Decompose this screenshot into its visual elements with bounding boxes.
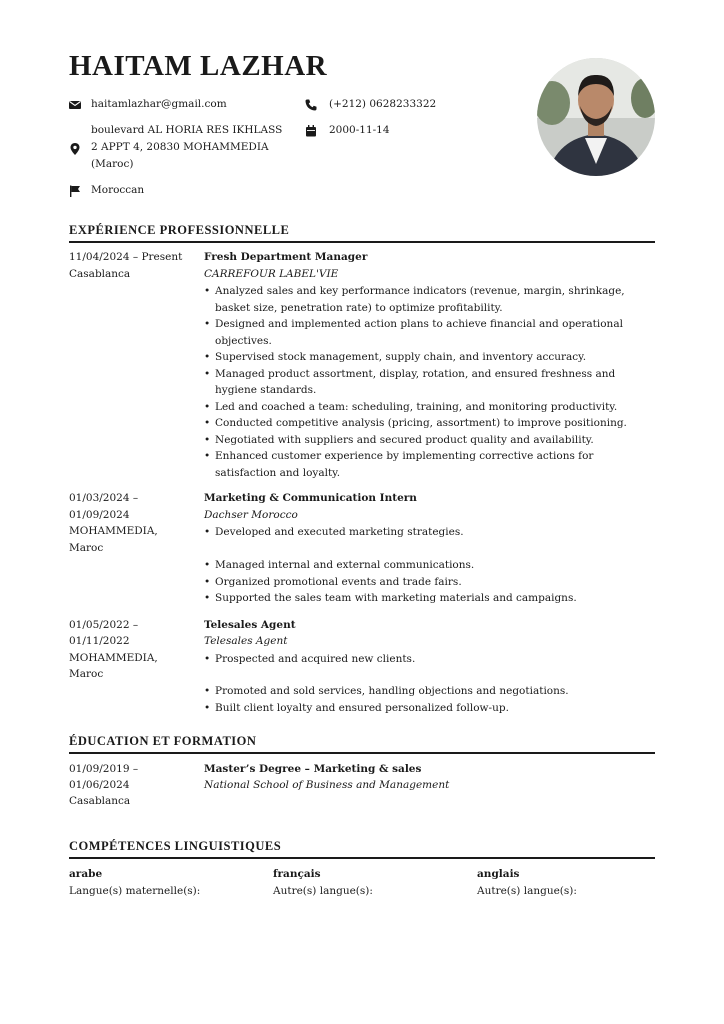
language-3-level: Autre(s) langue(s):: [477, 885, 577, 897]
birthdate-text: 2000-11-14: [329, 124, 390, 136]
email-text: haitamlazhar@gmail.com: [91, 98, 227, 110]
list-item: • Led and coached a team: scheduling, training, and monitoring productivity.: [204, 399, 656, 416]
job-3-dates-end: 01/11/2022: [69, 635, 130, 647]
job-3-position: Telesales Agent: [204, 619, 296, 631]
nationality-text: Moroccan: [91, 184, 145, 196]
job-1-position: Fresh Department Manager: [204, 251, 368, 263]
list-item: • Developed and executed marketing strategies.: [204, 524, 656, 541]
job-2-place-city: MOHAMMEDIA,: [69, 525, 158, 537]
map-pin-icon: [68, 142, 82, 156]
job-1-dates: 11/04/2024 – Present: [69, 251, 183, 263]
flag-icon: [68, 184, 82, 198]
job-3-bullets-a: [204, 651, 656, 668]
experience-section-title: EXPÉRIENCE PROFESSIONNELLE: [69, 223, 290, 237]
address-line-1: boulevard AL HORIA RES IKHLASS: [91, 124, 283, 136]
language-3-name: anglais: [477, 868, 520, 880]
job-2-bullets-a: [204, 524, 656, 541]
language-1-name: arabe: [69, 868, 103, 880]
job-3-bullets-b: [204, 683, 656, 716]
list-item: • Supported the sales team with marketing materials and campaigns.: [204, 590, 656, 607]
job-3-place-country: Maroc: [69, 668, 104, 680]
job-1-place: Casablanca: [69, 268, 131, 280]
list-item: • Organized promotional events and trade fairs.: [204, 574, 656, 591]
calendar-icon: [304, 124, 318, 138]
phone-icon: [304, 98, 318, 112]
list-item: • Promoted and sold services, handling objections and negotiations.: [204, 683, 656, 700]
list-item: • Managed product assortment, display, rotation, and ensured freshness and hygiene standards.: [204, 366, 656, 399]
list-item: • Prospected and acquired new clients.: [204, 651, 656, 668]
job-2-dates-start: 01/03/2024 –: [69, 492, 139, 504]
job-3-company: Telesales Agent: [204, 635, 288, 647]
job-2-dates-end: 01/09/2024: [69, 509, 130, 521]
list-item: • Managed internal and external communications.: [204, 557, 656, 574]
job-2-company: Dachser Morocco: [204, 509, 298, 521]
edu-1-place: Casablanca: [69, 795, 131, 807]
job-1-bullets: [204, 283, 656, 481]
candidate-name: HAITAM LAZHAR: [69, 50, 328, 82]
languages-divider: [69, 857, 655, 859]
education-section-title: ÉDUCATION ET FORMATION: [69, 734, 257, 748]
profile-photo: [537, 58, 655, 176]
language-2-name: français: [273, 868, 321, 880]
job-2-bullets-b: [204, 557, 656, 607]
edu-1-degree: Master’s Degree – Marketing & sales: [204, 763, 422, 775]
job-2-place-country: Maroc: [69, 542, 104, 554]
language-2-level: Autre(s) langue(s):: [273, 885, 373, 897]
language-1-level: Langue(s) maternelle(s):: [69, 885, 201, 897]
education-divider: [69, 752, 655, 754]
job-3-dates-start: 01/05/2022 –: [69, 619, 139, 631]
job-1-company: CARREFOUR LABEL'VIE: [204, 268, 339, 280]
list-item: • Analyzed sales and key performance indicators (revenue, margin, shrinkage, basket size, penetration rate) to optimize profitability.: [204, 283, 656, 316]
edu-1-dates-start: 01/09/2019 –: [69, 763, 139, 775]
edu-1-school: National School of Business and Management: [204, 779, 450, 791]
list-item: • Enhanced customer experience by implementing corrective actions for satisfaction and loyalty.: [204, 448, 656, 481]
list-item: • Conducted competitive analysis (pricing, assortment) to improve positioning.: [204, 415, 656, 432]
list-item: • Negotiated with suppliers and secured product quality and availability.: [204, 432, 656, 449]
experience-divider: [69, 241, 655, 243]
list-item: • Supervised stock management, supply chain, and inventory accuracy.: [204, 349, 656, 366]
address-line-3: (Maroc): [91, 158, 134, 170]
languages-section-title: COMPÉTENCES LINGUISTIQUES: [69, 839, 282, 853]
address-line-2: 2 APPT 4, 20830 MOHAMMEDIA: [91, 141, 269, 153]
list-item: • Built client loyalty and ensured personalized follow-up.: [204, 700, 656, 717]
list-item: • Designed and implemented action plans to achieve financial and operational objectives.: [204, 316, 656, 349]
job-3-place-city: MOHAMMEDIA,: [69, 652, 158, 664]
job-2-position: Marketing & Communication Intern: [204, 492, 417, 504]
envelope-icon: [68, 98, 82, 112]
phone-text: (+212) 0628233322: [329, 98, 437, 110]
edu-1-dates-end: 01/06/2024: [69, 779, 130, 791]
